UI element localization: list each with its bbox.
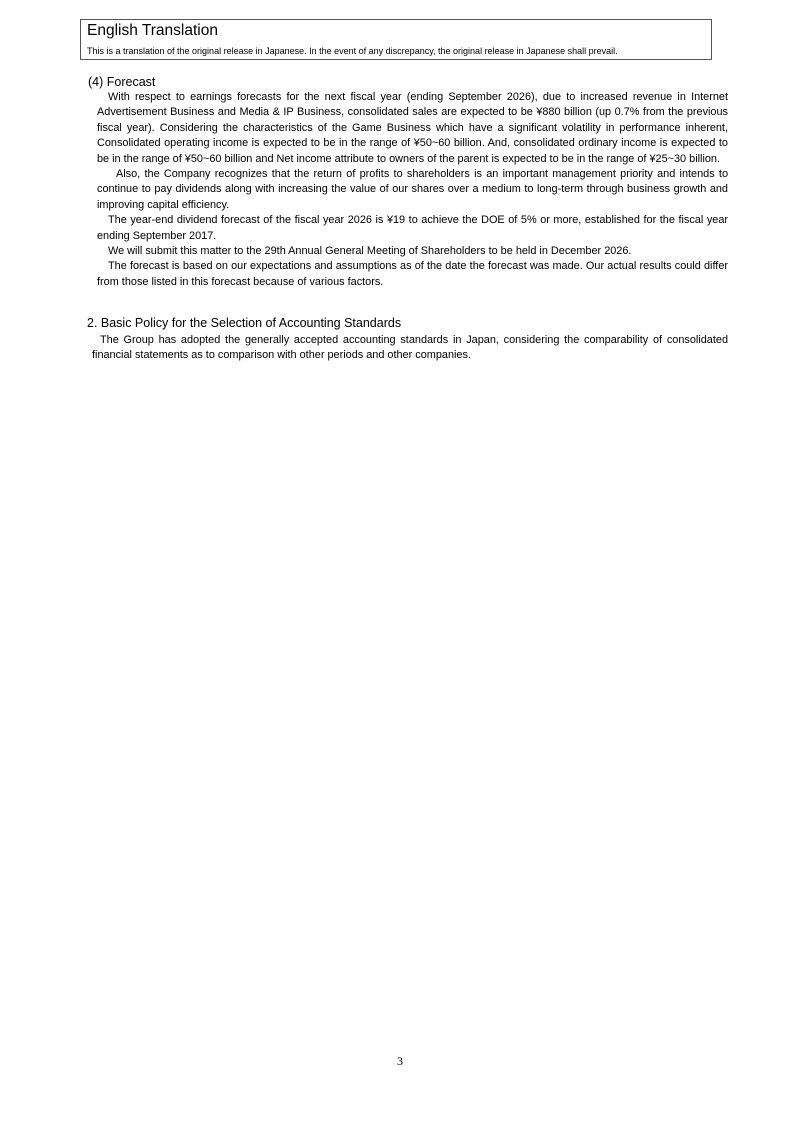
forecast-heading: (4) Forecast (88, 75, 156, 89)
forecast-paragraph: The forecast is based on our expectations and assumptions as of the date the forecast was made. Our actual results could differ from those listed in this forecast because of various factors. (97, 260, 728, 288)
forecast-paragraph: We will submit this matter to the 29th Annual General Meeting of Shareholders to be held in December 2026. (108, 245, 632, 258)
forecast-paragraph: With respect to earnings forecasts for the next fiscal year (ending September 2026), due to increased revenue in Internet Advertisement Business and Media & IP Business, consolidated sales are expected to be ¥880 billion (up 0.7% from the previous fiscal year). Considering the characteristics of the Game Business which have a significant volatility in performance inherent, Consolidated operating income is expected to be in the range of ¥50~60 billion. And, consolidated ordinary income is expected to be in the range of ¥50~60 billion and Net income attribute to owners of the parent is expected to be in the range of ¥25~30 billion. (97, 91, 728, 165)
page-number: 3 (397, 1054, 403, 1068)
notice-text: This is a translation of the original release in Japanese. In the event of any discrepancy, the original release in Japanese shall prevail. (87, 46, 618, 56)
forecast-paragraph: The year-end dividend forecast of the fiscal year 2026 is ¥19 to achieve the DOE of 5% or more, established for the fiscal year ending September 2017. (97, 214, 728, 242)
notice-title: English Translation (87, 22, 218, 39)
translation-notice-box (80, 19, 712, 60)
accounting-paragraph: The Group has adopted the generally accepted accounting standards in Japan, considering the comparability of consolidated financial statements as to comparison with other periods and other companies. (92, 334, 728, 362)
forecast-paragraph: Also, the Company recognizes that the return of profits to shareholders is an important management priority and intends to continue to pay dividends along with increasing the value of our shares over a medium to long-term through business growth and improving capital efficiency. (97, 168, 728, 211)
forecast-body (97, 90, 728, 290)
accounting-body (92, 333, 728, 364)
accounting-heading: 2. Basic Policy for the Selection of Accounting Standards (87, 316, 402, 330)
